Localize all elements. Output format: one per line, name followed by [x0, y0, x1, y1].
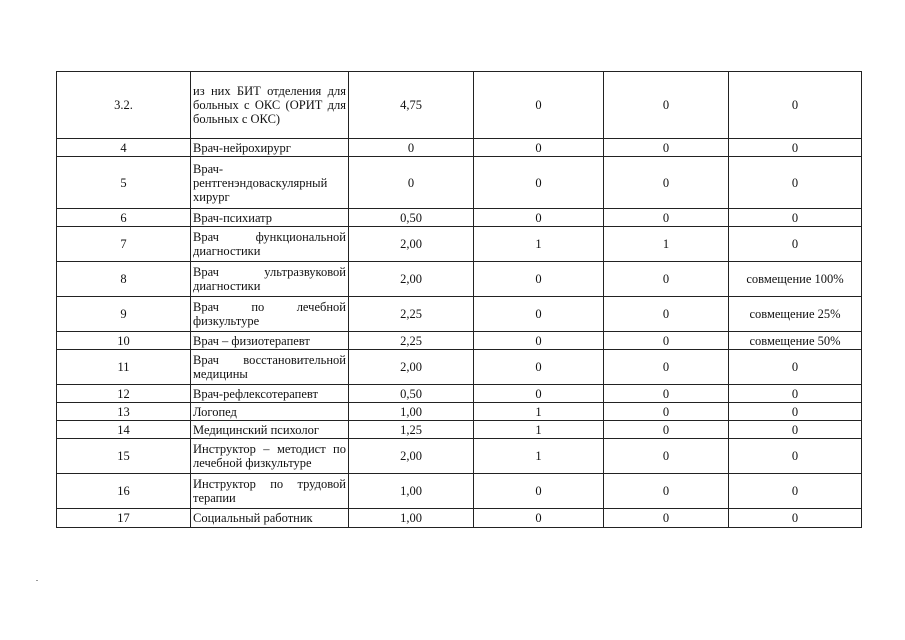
- value-col-2: 0: [474, 332, 604, 350]
- value-col-4: 0: [729, 209, 862, 227]
- value-col-1: 2,00: [349, 227, 474, 262]
- table-row: [57, 509, 862, 528]
- value-col-1: 0: [349, 139, 474, 157]
- position-name: Инструктор по трудовой терапии: [191, 474, 349, 509]
- value-col-4: 0: [729, 403, 862, 421]
- value-col-2: 1: [474, 403, 604, 421]
- position-name: Медицинский психолог: [191, 421, 349, 439]
- row-number: 6: [57, 209, 191, 227]
- row-number: 3.2.: [57, 72, 191, 139]
- position-name: Социальный работник: [191, 509, 349, 528]
- value-col-3: 0: [604, 72, 729, 139]
- value-col-2: 0: [474, 139, 604, 157]
- position-name: Врач по лечебной физкультуре: [191, 297, 349, 332]
- position-name: Врач-нейрохирург: [191, 139, 349, 157]
- table-row: [57, 157, 862, 209]
- value-col-4: совмещение 50%: [729, 332, 862, 350]
- row-number: 7: [57, 227, 191, 262]
- value-col-2: 0: [474, 209, 604, 227]
- row-number: 10: [57, 332, 191, 350]
- table-row: [57, 385, 862, 403]
- value-col-1: 1,00: [349, 403, 474, 421]
- table-row: [57, 262, 862, 297]
- value-col-2: 0: [474, 385, 604, 403]
- value-col-3: 0: [604, 439, 729, 474]
- staffing-table: [56, 71, 862, 528]
- value-col-2: 0: [474, 262, 604, 297]
- value-col-1: 4,75: [349, 72, 474, 139]
- row-number: 13: [57, 403, 191, 421]
- value-col-3: 0: [604, 332, 729, 350]
- value-col-4: 0: [729, 385, 862, 403]
- table-row: [57, 421, 862, 439]
- value-col-3: 0: [604, 262, 729, 297]
- position-name: Врач восстановительной медицины: [191, 350, 349, 385]
- table-row: [57, 332, 862, 350]
- value-col-2: 0: [474, 350, 604, 385]
- value-col-4: 0: [729, 439, 862, 474]
- value-col-1: 0: [349, 157, 474, 209]
- row-number: 9: [57, 297, 191, 332]
- value-col-4: 0: [729, 474, 862, 509]
- table-row: [57, 139, 862, 157]
- position-name: из них БИТ отделения для больных с ОКС (ОРИТ для больных с ОКС): [191, 72, 349, 139]
- position-name: Врач-психиатр: [191, 209, 349, 227]
- value-col-1: 2,00: [349, 439, 474, 474]
- position-name: Врач-рентгенэндоваскулярный хирург: [191, 157, 349, 209]
- row-number: 12: [57, 385, 191, 403]
- value-col-1: 1,00: [349, 474, 474, 509]
- value-col-4: 0: [729, 509, 862, 528]
- value-col-2: 1: [474, 227, 604, 262]
- value-col-1: 2,00: [349, 350, 474, 385]
- value-col-3: 0: [604, 421, 729, 439]
- value-col-1: 0,50: [349, 385, 474, 403]
- value-col-1: 0,50: [349, 209, 474, 227]
- row-number: 11: [57, 350, 191, 385]
- value-col-1: 1,00: [349, 509, 474, 528]
- position-name: Врач – физиотерапевт: [191, 332, 349, 350]
- value-col-3: 0: [604, 209, 729, 227]
- value-col-4: 0: [729, 139, 862, 157]
- value-col-1: 2,25: [349, 332, 474, 350]
- value-col-3: 0: [604, 139, 729, 157]
- value-col-2: 0: [474, 509, 604, 528]
- scan-speck: [36, 580, 38, 581]
- position-name: Врач ультразвуковой диагностики: [191, 262, 349, 297]
- row-number: 8: [57, 262, 191, 297]
- table-row: [57, 439, 862, 474]
- position-name: Врач-рефлексотерапевт: [191, 385, 349, 403]
- value-col-3: 0: [604, 385, 729, 403]
- value-col-4: совмещение 100%: [729, 262, 862, 297]
- value-col-3: 0: [604, 509, 729, 528]
- value-col-2: 0: [474, 157, 604, 209]
- value-col-2: 0: [474, 297, 604, 332]
- table-row: [57, 474, 862, 509]
- value-col-3: 1: [604, 227, 729, 262]
- position-name: Инструктор – методист по лечебной физкультуре: [191, 439, 349, 474]
- table-row: [57, 227, 862, 262]
- position-name: Врач функциональной диагностики: [191, 227, 349, 262]
- value-col-1: 2,25: [349, 297, 474, 332]
- value-col-4: 0: [729, 72, 862, 139]
- value-col-2: 1: [474, 421, 604, 439]
- value-col-3: 0: [604, 157, 729, 209]
- table-row: [57, 209, 862, 227]
- row-number: 16: [57, 474, 191, 509]
- value-col-3: 0: [604, 403, 729, 421]
- value-col-1: 1,25: [349, 421, 474, 439]
- row-number: 15: [57, 439, 191, 474]
- value-col-3: 0: [604, 297, 729, 332]
- row-number: 17: [57, 509, 191, 528]
- value-col-2: 0: [474, 72, 604, 139]
- value-col-2: 0: [474, 474, 604, 509]
- value-col-4: 0: [729, 227, 862, 262]
- table-row: [57, 297, 862, 332]
- row-number: 4: [57, 139, 191, 157]
- value-col-3: 0: [604, 474, 729, 509]
- value-col-4: 0: [729, 350, 862, 385]
- value-col-4: 0: [729, 157, 862, 209]
- table-row: [57, 350, 862, 385]
- table-row: [57, 403, 862, 421]
- value-col-2: 1: [474, 439, 604, 474]
- table-row: [57, 72, 862, 139]
- value-col-1: 2,00: [349, 262, 474, 297]
- position-name: Логопед: [191, 403, 349, 421]
- value-col-3: 0: [604, 350, 729, 385]
- row-number: 5: [57, 157, 191, 209]
- row-number: 14: [57, 421, 191, 439]
- value-col-4: 0: [729, 421, 862, 439]
- value-col-4: совмещение 25%: [729, 297, 862, 332]
